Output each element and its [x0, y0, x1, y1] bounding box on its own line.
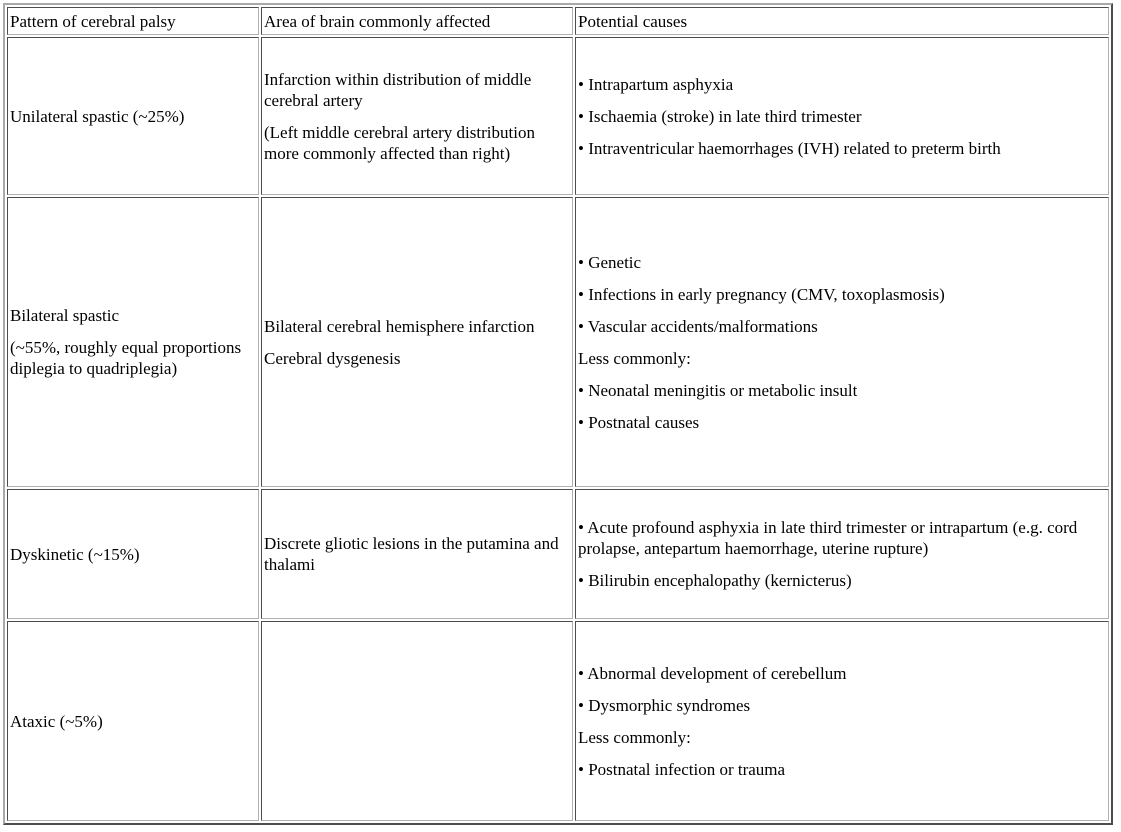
cell-paragraph: • Dysmorphic syndromes	[578, 695, 751, 715]
cell-paragraph: Less commonly:	[578, 348, 691, 368]
cell-pattern	[7, 37, 259, 195]
cell-paragraph: • Genetic	[578, 252, 642, 272]
row-unilateral-spastic	[7, 37, 1109, 195]
cell-area	[261, 37, 573, 195]
cell-paragraph: • Ischaemia (stroke) in late third trimester	[578, 106, 862, 126]
cell-paragraph: Cerebral dysgenesis	[264, 348, 401, 368]
cerebral-palsy-patterns-table	[3, 3, 1113, 825]
cell-paragraph: Ataxic (~5%)	[10, 711, 103, 731]
cell-paragraph: Dyskinetic (~15%)	[10, 544, 140, 564]
cell-paragraph: • Acute profound asphyxia in late third trimester or intrapartum (e.g. cord prolapse, antepartum haemorrhage, uterine rupture)	[578, 518, 1078, 558]
cell-paragraph: • Neonatal meningitis or metabolic insult	[578, 380, 858, 400]
row-dyskinetic	[7, 489, 1109, 619]
cell-causes	[575, 621, 1109, 821]
cell-pattern	[7, 489, 259, 619]
header-row	[7, 7, 1109, 35]
cell-paragraph: (Left middle cerebral artery distribution more commonly affected than right)	[264, 122, 535, 163]
cell-causes	[575, 37, 1109, 195]
column-header-causes: Potential causes	[575, 7, 1109, 35]
cell-paragraph: • Postnatal infection or trauma	[578, 759, 786, 779]
cell-paragraph: (~55%, roughly equal proportions diplegia to quadriplegia)	[10, 338, 242, 378]
cell-causes	[575, 197, 1109, 487]
cell-area	[261, 621, 573, 821]
cell-paragraph: • Intraventricular haemorrhages (IVH) related to preterm birth	[578, 138, 1001, 158]
cell-paragraph: • Bilirubin encephalopathy (kernicterus)	[578, 571, 852, 590]
cell-paragraph: Discrete gliotic lesions in the putamina and thalami	[264, 534, 559, 574]
column-header-pattern: Pattern of cerebral palsy	[7, 7, 259, 35]
cell-paragraph: Bilateral spastic	[10, 306, 120, 325]
row-ataxic	[7, 621, 1109, 821]
cell-causes	[575, 489, 1109, 619]
cell-paragraph: Less commonly:	[578, 727, 691, 747]
cell-paragraph: • Postnatal causes	[578, 412, 700, 432]
cell-pattern	[7, 621, 259, 821]
cell-paragraph: • Infections in early pregnancy (CMV, toxoplasmosis)	[578, 284, 945, 304]
cell-paragraph: Bilateral cerebral hemisphere infarction	[264, 316, 535, 336]
cell-paragraph: Unilateral spastic (~25%)	[10, 106, 185, 126]
cell-area	[261, 197, 573, 487]
cell-pattern	[7, 197, 259, 487]
cell-paragraph: Infarction within distribution of middle cerebral artery	[264, 69, 532, 110]
cell-paragraph: • Abnormal development of cerebellum	[578, 663, 847, 683]
cell-paragraph: • Vascular accidents/malformations	[578, 316, 818, 336]
row-bilateral-spastic	[7, 197, 1109, 487]
cell-area	[261, 489, 573, 619]
column-header-area: Area of brain commonly affected	[261, 7, 573, 35]
cell-paragraph: • Intrapartum asphyxia	[578, 74, 734, 94]
